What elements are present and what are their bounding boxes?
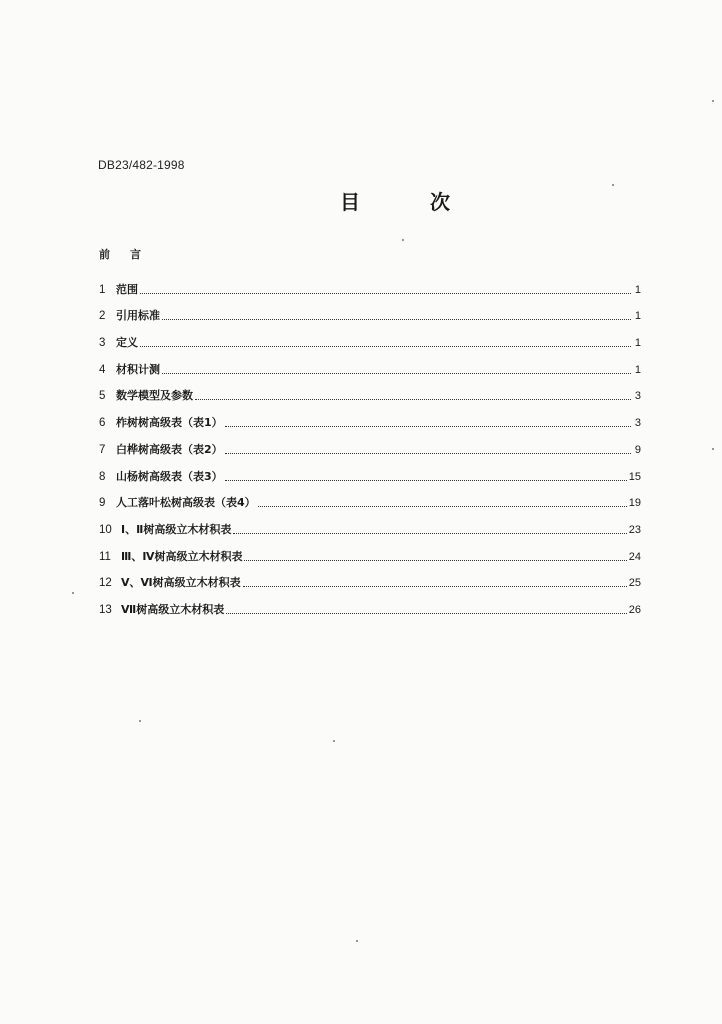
preface-char-2: 言: [130, 248, 141, 261]
toc-entry-page: 1: [634, 363, 641, 376]
toc-entry-title: 定义: [116, 336, 138, 350]
toc-entry-number: 2: [99, 310, 106, 323]
toc-entry-page: 23: [628, 523, 641, 536]
toc-leader-dots: [140, 292, 631, 294]
toc-entry-title: Ⅶ树高级立木材积表: [121, 602, 225, 616]
toc-entry-page: 1: [634, 310, 641, 323]
toc-entry-number: 13: [99, 603, 112, 616]
toc-entry-3: [99, 323, 641, 350]
toc-entry-title: Ⅴ、Ⅵ树高级立木材积表: [121, 576, 241, 590]
toc-entry-page: 24: [628, 550, 641, 563]
scan-speck: [333, 740, 335, 742]
toc-entry-number: 12: [99, 577, 112, 590]
toc-entry-2: [99, 297, 641, 324]
toc-entry-title: 白桦树高级表（表2）: [116, 442, 223, 456]
toc-entry-page: 19: [628, 497, 641, 510]
toc-leader-dots: [225, 479, 627, 481]
toc-entry-number: 4: [99, 363, 106, 376]
toc-entry-page: 9: [634, 443, 641, 456]
toc-entry-title: 范围: [116, 282, 138, 296]
toc-entry-page: 3: [634, 417, 641, 430]
scan-speck: [139, 720, 141, 722]
toc-entry-page: 1: [634, 283, 641, 296]
toc-entry-8: [99, 457, 641, 484]
toc-leader-dots: [226, 612, 627, 614]
toc-entry-number: 1: [99, 283, 106, 296]
toc-entry-page: 3: [634, 390, 641, 403]
toc-entry-6: [99, 403, 641, 430]
page-title: [340, 186, 450, 215]
scan-speck: [612, 184, 614, 186]
toc-entry-4: [99, 350, 641, 377]
scan-speck: [712, 448, 714, 450]
toc-entry-5: [99, 377, 641, 404]
toc-entry-title: 引用标准: [116, 309, 160, 323]
toc-entry-title: 柞树树高级表（表1）: [116, 416, 223, 430]
toc-entry-number: 8: [99, 470, 106, 483]
toc-entry-9: [99, 484, 641, 511]
toc-entry-title: Ⅲ、Ⅳ树高级立木材积表: [121, 549, 243, 563]
toc-entry-number: 9: [99, 497, 106, 510]
toc-leader-dots: [225, 425, 631, 427]
toc-entry-10: [99, 510, 641, 537]
toc-entry-page: 25: [628, 577, 641, 590]
toc-preface: [99, 246, 141, 262]
document-code: DB23/482-1998: [98, 158, 185, 172]
toc-entry-number: 11: [99, 550, 111, 563]
toc-leader-dots: [258, 505, 627, 507]
toc-entry-12: [99, 564, 641, 591]
preface-char-1: 前: [99, 248, 110, 261]
scan-speck: [356, 940, 358, 942]
scan-speck: [402, 239, 404, 241]
toc-entry-title: 人工落叶松树高级表（表4）: [116, 496, 256, 510]
toc-leader-dots: [244, 559, 626, 561]
toc-leader-dots: [162, 372, 631, 374]
scan-speck: [712, 100, 714, 102]
toc-entry-page: 26: [628, 603, 641, 616]
toc-entry-title: Ⅰ、Ⅱ树高级立木材积表: [121, 522, 232, 536]
toc-entry-title: 材积计测: [116, 362, 160, 376]
toc-leader-dots: [195, 398, 631, 400]
toc-leader-dots: [233, 532, 626, 534]
toc-leader-dots: [162, 318, 631, 320]
toc-entry-number: 7: [99, 443, 106, 456]
toc-entry-title: 山杨树高级表（表3）: [116, 469, 223, 483]
toc-leader-dots: [243, 585, 627, 587]
toc-entry-13: [99, 590, 641, 617]
scan-speck: [72, 592, 74, 594]
toc-entry-number: 6: [99, 417, 106, 430]
table-of-contents: [99, 270, 641, 617]
toc-entry-1: [99, 270, 641, 297]
toc-entry-11: [99, 537, 641, 564]
toc-leader-dots: [225, 452, 631, 454]
toc-entry-page: 15: [628, 470, 641, 483]
toc-entry-page: 1: [634, 337, 641, 350]
title-char-2: 次: [430, 190, 450, 214]
toc-entry-number: 5: [99, 390, 106, 403]
toc-leader-dots: [140, 345, 631, 347]
toc-entry-number: 3: [99, 337, 106, 350]
title-char-1: 目: [340, 190, 360, 214]
toc-entry-7: [99, 430, 641, 457]
toc-entry-title: 数学模型及参数: [116, 389, 193, 403]
toc-entry-number: 10: [99, 523, 112, 536]
